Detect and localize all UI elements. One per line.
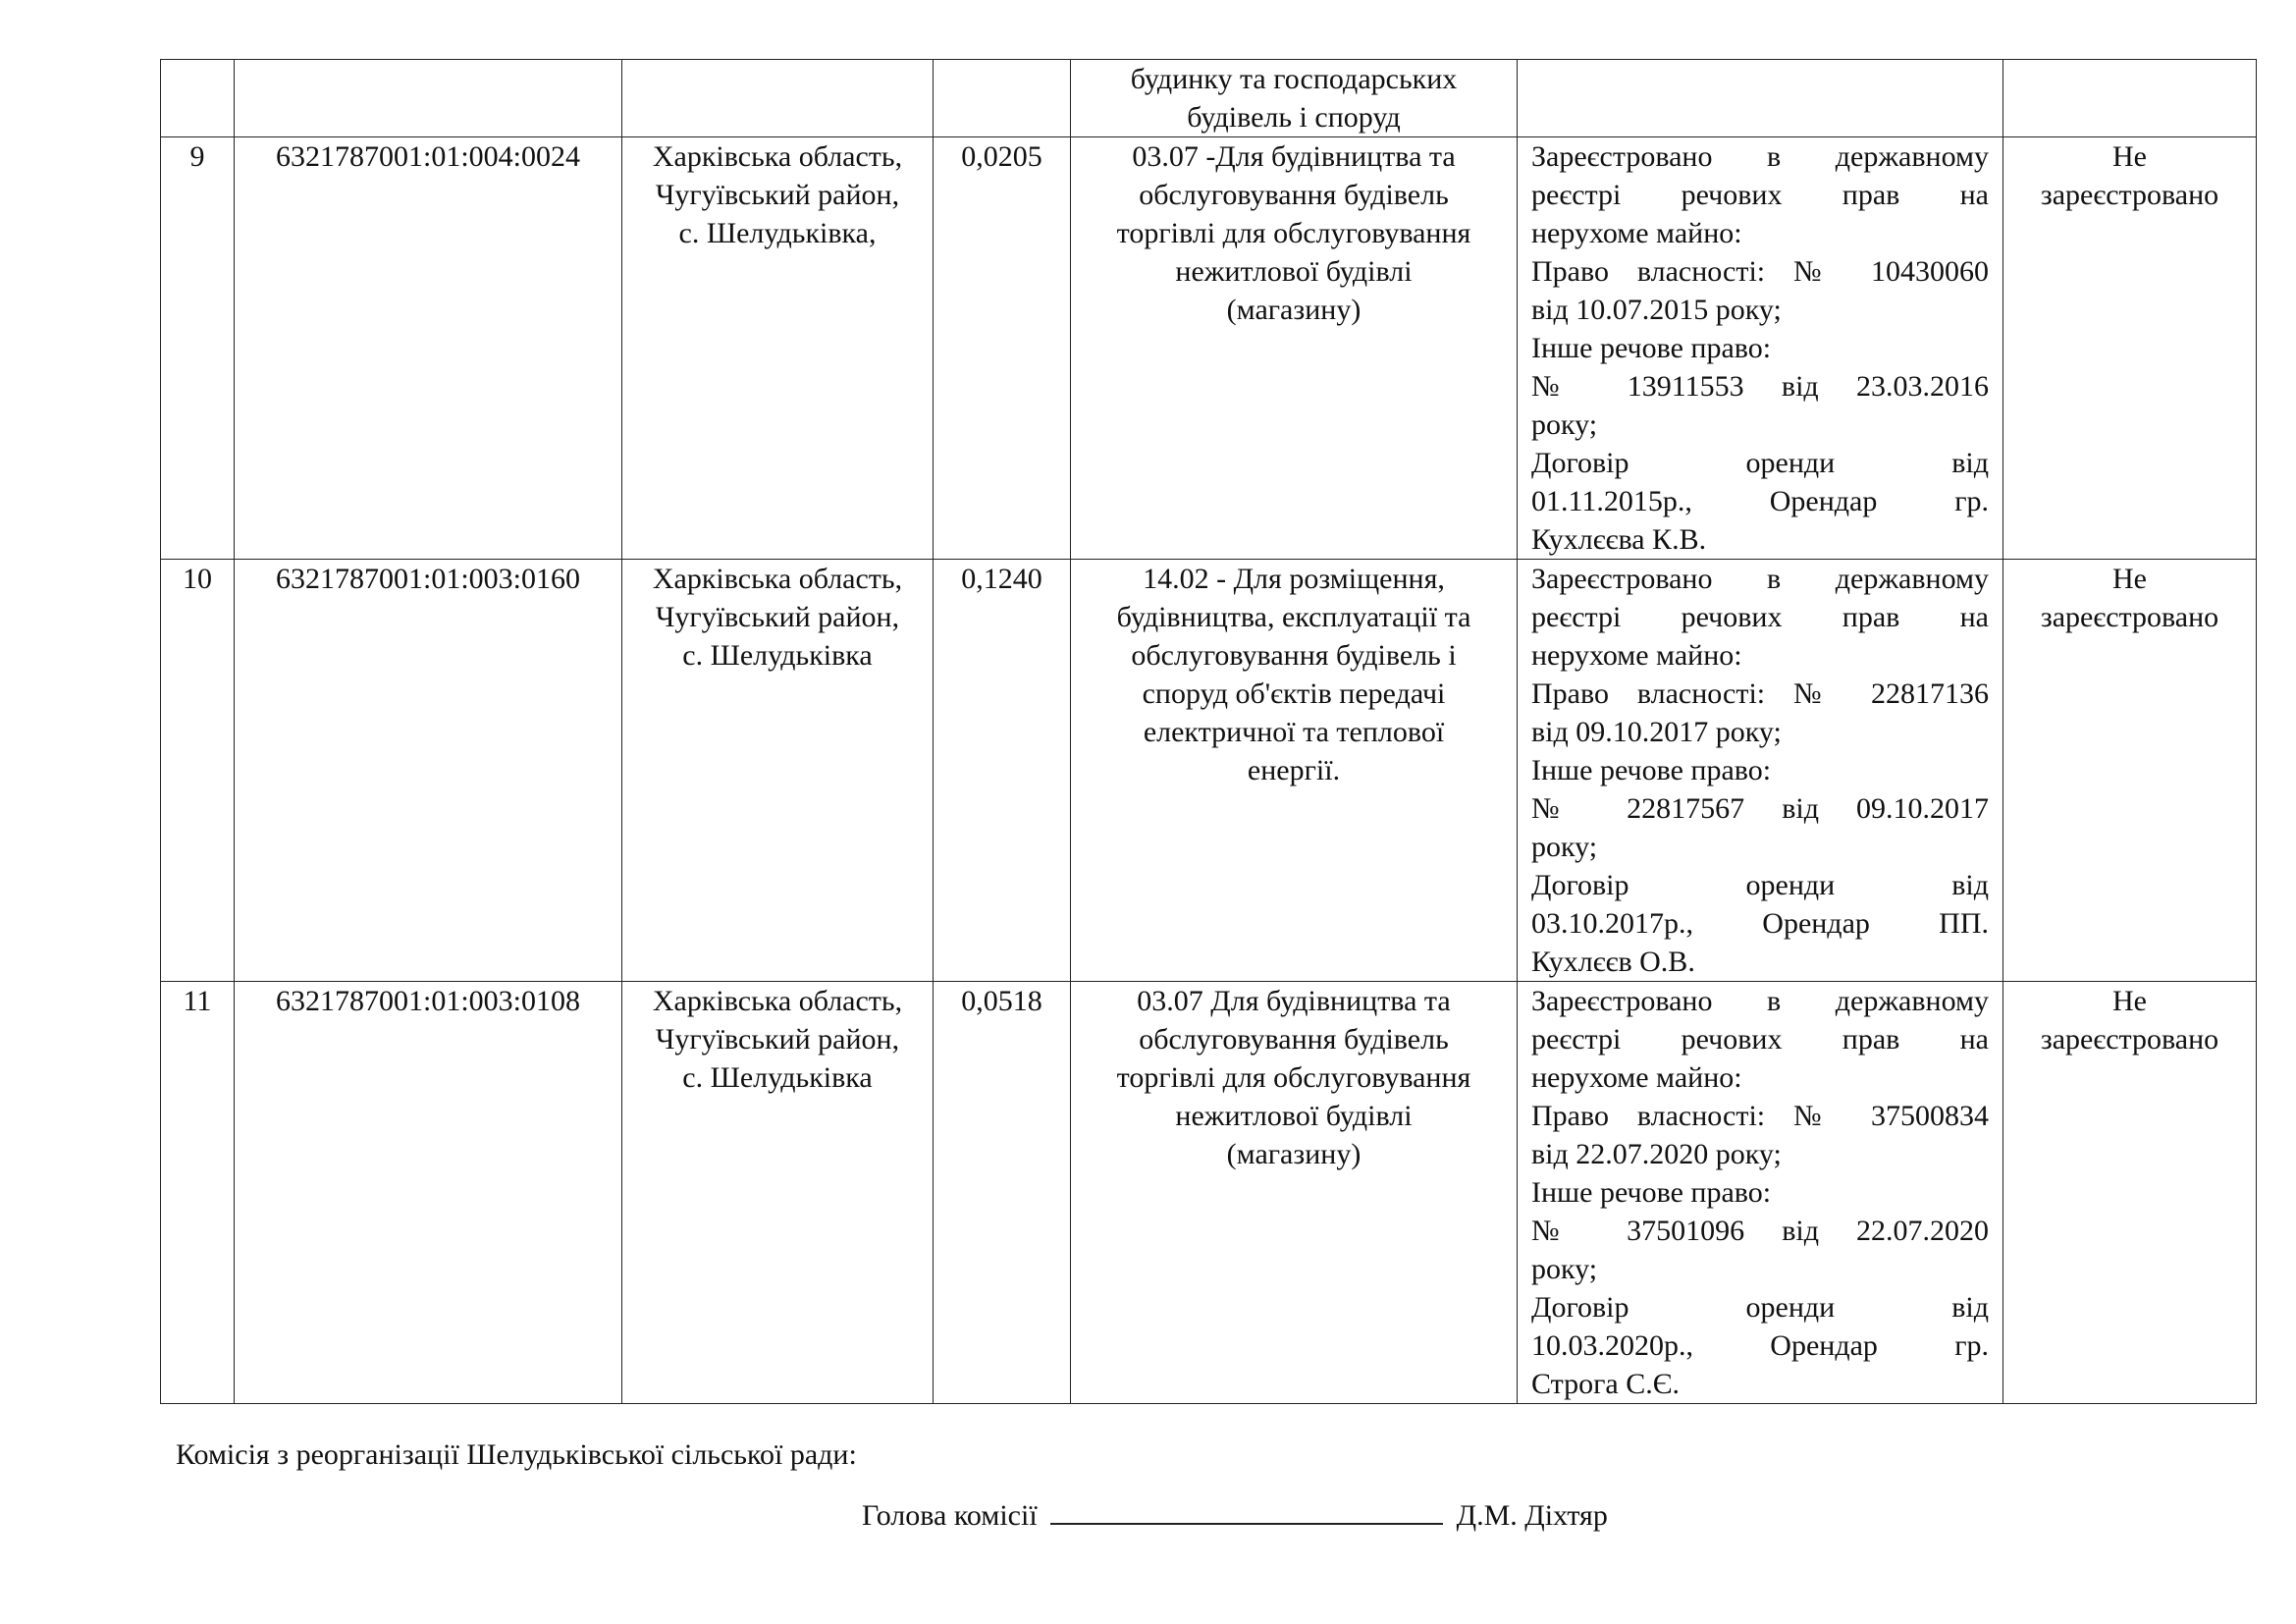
table-row-continuation: [161, 60, 2257, 137]
rights-line: Інше речове право:: [1531, 1176, 1772, 1209]
purpose-line: енергії.: [1247, 754, 1341, 786]
cadastral-cell: 6321787001:01:004:0024: [235, 137, 622, 560]
rights-line: реєстрі речових прав на: [1531, 179, 1989, 211]
rights-line: Право власності: № 22817136: [1531, 677, 1989, 710]
address-line: с. Шелудьківка: [682, 639, 873, 672]
number-cell: [161, 60, 235, 137]
signature-block: [862, 1493, 1608, 1535]
rights-line: Інше речове право:: [1531, 754, 1772, 786]
purpose-line: електричної та теплової: [1143, 716, 1445, 748]
table-row: [161, 137, 2257, 560]
rights-line: від 10.07.2015 року;: [1531, 294, 1782, 326]
number-cell: 11: [161, 982, 235, 1404]
table-row: [161, 560, 2257, 982]
status-cell: [2003, 137, 2257, 560]
purpose-line: нежитлової будівлі: [1175, 1100, 1413, 1132]
rights-line: року;: [1531, 1253, 1598, 1285]
address-line: Чугуївський район,: [655, 179, 900, 211]
rights-line: № 13911553 від 23.03.2016: [1531, 370, 1989, 403]
purpose-cell: [1071, 60, 1518, 137]
rights-line: реєстрі речових прав на: [1531, 1023, 1989, 1056]
number-cell: 10: [161, 560, 235, 982]
rights-line: Право власності: № 10430060: [1531, 255, 1989, 288]
status-cell: [2003, 560, 2257, 982]
rights-line: 01.11.2015р., Орендар гр.: [1531, 485, 1989, 517]
number-cell: 9: [161, 137, 235, 560]
rights-line: від 22.07.2020 року;: [1531, 1138, 1782, 1170]
rights-cell: [1518, 982, 2003, 1404]
purpose-line: торгівлі для обслуговування: [1116, 1061, 1471, 1094]
status-line: зареєстровано: [2040, 601, 2219, 633]
rights-cell: [1518, 137, 2003, 560]
area-cell: 0,1240: [934, 560, 1071, 982]
purpose-line: 03.07 Для будівництва та: [1137, 985, 1451, 1017]
rights-line: Строга С.Є.: [1531, 1368, 1681, 1400]
rights-line: Зареєстровано в державному: [1531, 985, 1989, 1017]
rights-line: від 09.10.2017 року;: [1531, 716, 1782, 748]
address-cell: [622, 60, 934, 137]
status-cell: [2003, 982, 2257, 1404]
rights-line: Кухлєєва К.В.: [1531, 523, 1707, 556]
rights-line: Договір оренди від: [1531, 869, 1989, 901]
purpose-line: (магазину): [1226, 1138, 1362, 1170]
address-cell: [622, 982, 934, 1404]
purpose-line: споруд об'єктів передачі: [1142, 677, 1446, 710]
address-cell: [622, 560, 934, 982]
rights-line: Зареєстровано в державному: [1531, 140, 1989, 173]
address-line: Харківська область,: [652, 140, 903, 173]
rights-line: 03.10.2017р., Орендар ПП.: [1531, 907, 1989, 940]
chair-name: Д.М. Діхтяр: [1456, 1499, 1608, 1532]
rights-line: нерухоме майно:: [1531, 639, 1742, 672]
cadastral-cell: 6321787001:01:003:0108: [235, 982, 622, 1404]
rights-cell: [1518, 560, 2003, 982]
purpose-line: будинку та господарських: [1130, 63, 1458, 95]
commission-title: Комісія з реорганізації Шелудьківської сільської ради:: [176, 1438, 857, 1471]
purpose-line: торгівлі для обслуговування: [1116, 217, 1471, 249]
area-cell: [934, 60, 1071, 137]
rights-line: Право власності: № 37500834: [1531, 1100, 1989, 1132]
address-line: с. Шелудьківка,: [678, 217, 877, 249]
purpose-cell: [1071, 560, 1518, 982]
rights-cell: [1518, 60, 2003, 137]
signature-line: [1050, 1493, 1443, 1525]
cadastral-cell: [235, 60, 622, 137]
rights-line: Зареєстровано в державному: [1531, 563, 1989, 595]
status-line: Не: [2112, 563, 2147, 595]
address-line: Чугуївський район,: [655, 601, 900, 633]
cadastral-cell: 6321787001:01:003:0160: [235, 560, 622, 982]
rights-line: нерухоме майно:: [1531, 217, 1742, 249]
rights-line: Договір оренди від: [1531, 447, 1989, 479]
purpose-line: обслуговування будівель: [1139, 179, 1449, 211]
rights-line: року;: [1531, 408, 1598, 441]
address-line: Чугуївський район,: [655, 1023, 900, 1056]
table-row: [161, 982, 2257, 1404]
address-line: Харківська область,: [652, 563, 903, 595]
address-cell: [622, 137, 934, 560]
rights-line: року;: [1531, 831, 1598, 863]
status-line: Не: [2112, 985, 2147, 1017]
address-line: с. Шелудьківка: [682, 1061, 873, 1094]
rights-line: реєстрі речових прав на: [1531, 601, 1989, 633]
rights-line: Кухлєєв О.В.: [1531, 946, 1695, 978]
purpose-cell: [1071, 982, 1518, 1404]
rights-line: Договір оренди від: [1531, 1291, 1989, 1324]
purpose-line: нежитлової будівлі: [1175, 255, 1413, 288]
purpose-line: 14.02 - Для розміщення,: [1143, 563, 1445, 595]
status-line: Не: [2112, 140, 2147, 173]
purpose-line: будівель і споруд: [1187, 101, 1401, 134]
land-plots-table: [160, 59, 2257, 1404]
address-line: Харківська область,: [652, 985, 903, 1017]
rights-line: Інше речове право:: [1531, 332, 1772, 364]
rights-line: нерухоме майно:: [1531, 1061, 1742, 1094]
area-cell: 0,0205: [934, 137, 1071, 560]
area-cell: 0,0518: [934, 982, 1071, 1404]
rights-line: № 37501096 від 22.07.2020: [1531, 1215, 1989, 1247]
rights-line: № 22817567 від 09.10.2017: [1531, 792, 1989, 825]
purpose-line: обслуговування будівель: [1139, 1023, 1449, 1056]
rights-line: 10.03.2020р., Орендар гр.: [1531, 1329, 1989, 1362]
purpose-line: 03.07 -Для будівництва та: [1132, 140, 1456, 173]
purpose-line: (магазину): [1226, 294, 1362, 326]
purpose-cell: [1071, 137, 1518, 560]
status-line: зареєстровано: [2040, 179, 2219, 211]
purpose-line: будівництва, експлуатації та: [1116, 601, 1471, 633]
chair-label: Голова комісії: [862, 1499, 1038, 1532]
status-cell: [2003, 60, 2257, 137]
purpose-line: обслуговування будівель і: [1131, 639, 1457, 672]
status-line: зареєстровано: [2040, 1023, 2219, 1056]
